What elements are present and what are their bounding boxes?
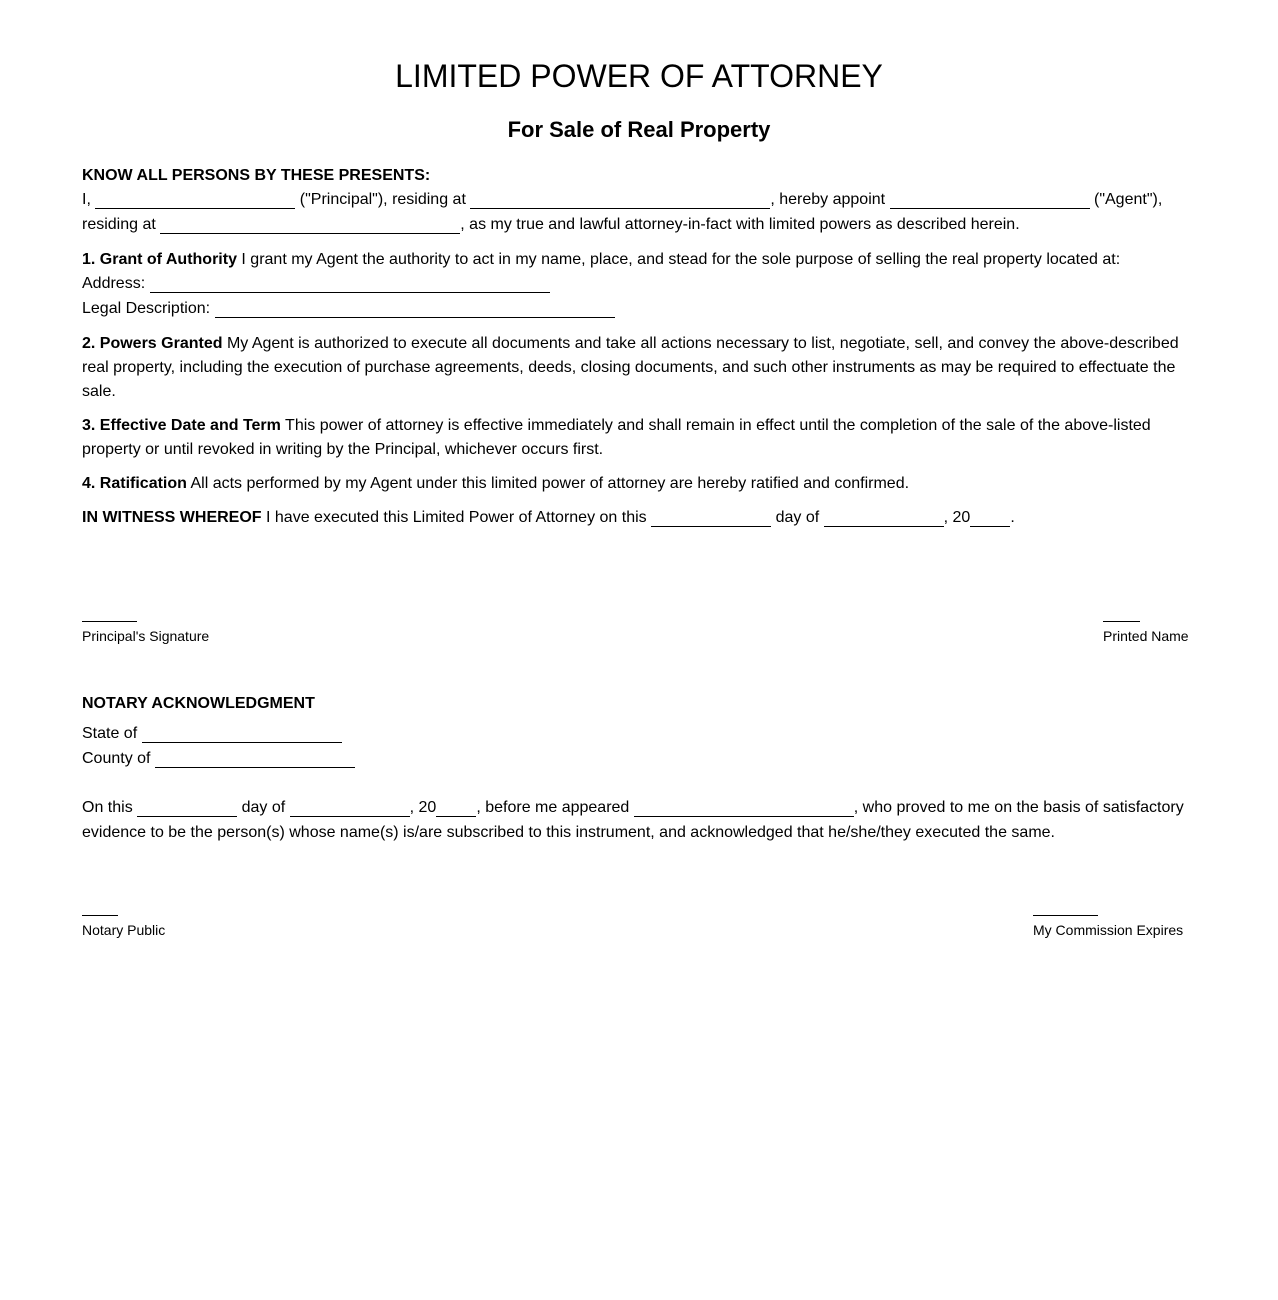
notary-month-field[interactable] [290,798,410,817]
notary-text: On this [82,799,133,816]
notary-line-2: evidence to be the person(s) whose name(s) is/are subscribed to this instrument, and acknowledged that he/she/they executed the same. [82,824,1055,841]
notary-year-field[interactable] [436,798,476,817]
appeared-name-field[interactable] [634,798,854,817]
section-2 [82,332,1196,404]
notary-public-block [82,915,165,938]
section-3-text: This power of attorney is effective immediately and shall remain in effect until the completion of the sale of the above-listed property or until revoked in writing by the Principal, whichever occurs first. [82,417,1151,458]
section-1 [82,248,1196,272]
intro-heading: KNOW ALL PERSONS BY THESE PRESENTS: [82,167,431,184]
intro-text: ("Agent"), [1094,191,1163,208]
notary-text: , who proved to me on the basis of satisfactory [853,799,1184,816]
county-label: County of [82,750,151,767]
notary-heading: NOTARY ACKNOWLEDGMENT [82,695,315,712]
notary-text: , 20 [409,799,437,816]
witness-year-field[interactable] [970,508,1010,527]
principal-name-field[interactable] [95,190,295,209]
printed-name-line[interactable] [1103,621,1140,622]
section-2-text: My Agent is authorized to execute all documents and take all actions necessary to list, negotiate, sell, and convey the above-described real property, including the execution of purchase agreements, deeds, closing documents, and such other instruments as may be required to effectuate the sale. [82,335,1179,400]
section-4-text: All acts performed by my Agent under this limited power of attorney are hereby ratified and confirmed. [186,475,910,492]
intro-text: , as my true and lawful attorney-in-fact with limited powers as described herein. [460,216,1020,233]
county-field[interactable] [155,749,355,768]
notary-public-line[interactable] [82,915,118,916]
legal-description-row [82,297,615,321]
witness-bold: IN WITNESS WHEREOF [82,509,262,526]
section-4-title: 4. Ratification [82,475,187,492]
printed-name-label: Printed Name [1103,628,1189,644]
intro-line-2 [82,213,1020,237]
witness-text: . [1010,509,1015,526]
principal-signature-line[interactable] [82,621,137,622]
agent-name-field[interactable] [890,190,1090,209]
intro-text: ("Principal"), residing at [299,191,466,208]
commission-label: My Commission Expires [1033,922,1184,938]
state-row [82,722,342,746]
intro-line-1 [82,188,1162,212]
document-title: LIMITED POWER OF ATTORNEY [395,58,883,94]
printed-name-block [1103,621,1189,644]
commission-block [1033,915,1183,938]
principal-address-field[interactable] [470,190,770,209]
address-row [82,272,550,296]
witness-text: , 20 [943,509,971,526]
notary-line-1 [82,796,1184,820]
section-3 [82,414,1196,462]
intro-text: I, [82,191,91,208]
notary-text: , before me appeared [476,799,630,816]
witness-line [82,506,1015,530]
section-1-text: I grant my Agent the authority to act in my name, place, and stead for the sole purpose of selling the real property located at: [236,251,1121,268]
section-3-title: 3. Effective Date and Term [82,417,281,434]
agent-address-field[interactable] [160,215,460,234]
commission-line[interactable] [1033,915,1098,916]
notary-public-label: Notary Public [82,922,166,938]
address-label: Address: [82,275,146,292]
state-field[interactable] [142,724,342,743]
state-label: State of [82,725,138,742]
county-row [82,747,355,771]
notary-day-field[interactable] [137,798,237,817]
section-2-title: 2. Powers Granted [82,335,223,352]
intro-text: , hereby appoint [770,191,886,208]
witness-text: day of [775,509,820,526]
intro-text: residing at [82,216,156,233]
section-4 [82,472,1196,496]
notary-text: day of [241,799,286,816]
section-1-title: 1. Grant of Authority [82,251,237,268]
witness-text: I have executed this Limited Power of Attorney on this [261,509,647,526]
document-subtitle: For Sale of Real Property [507,117,771,142]
witness-month-field[interactable] [824,508,944,527]
property-address-field[interactable] [150,274,550,293]
witness-day-field[interactable] [651,508,771,527]
legal-description-label: Legal Description: [82,300,211,317]
legal-description-field[interactable] [215,299,615,318]
principal-signature-block [82,621,209,644]
principal-signature-label: Principal's Signature [82,628,210,644]
